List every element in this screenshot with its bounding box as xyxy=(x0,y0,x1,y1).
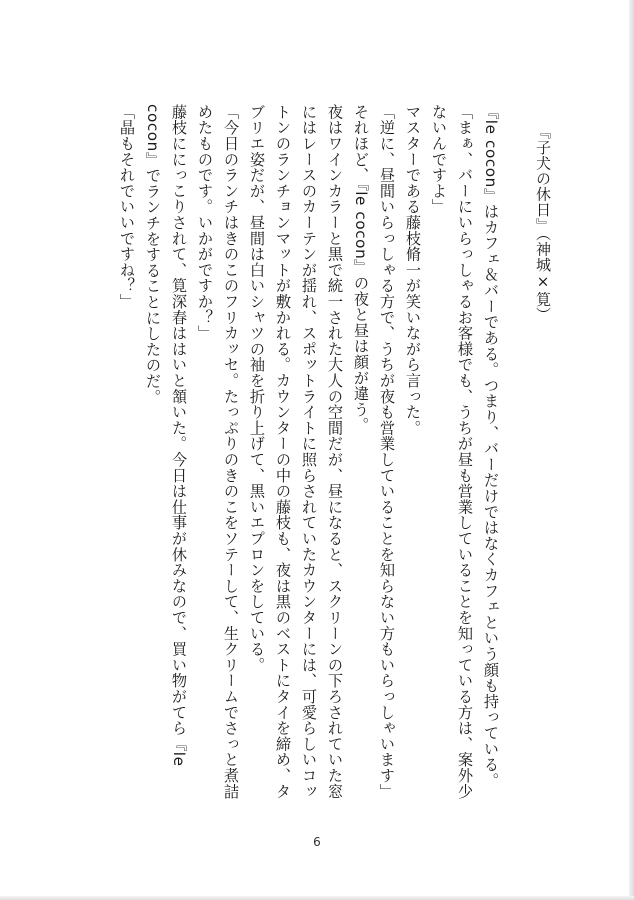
chapter-title: 『子犬の休日』（神城×筧） xyxy=(534,124,552,323)
paragraph: 「今日のランチはきのこのフリカッセ。たっぷりのきのこをソテーして、生クリームでさっと煮詰めたものです。いかがですか？」 xyxy=(196,104,240,800)
paragraph: 藤枝ににっこりされて、筧深春ははいと頷いた。今日は仕事が休みなので、買い物がてら『le cocon』でランチをすることにしたのだ。 xyxy=(144,104,188,767)
paragraph: 夜はワインカラーと黒で統一された大人の空間だが、昼になると、スクリーンの下ろされていた窓にはレースのカーテンが揺れ、スポットライトに照らされていたカウンターには、可愛らしいコットンのランチョンマットが敷かれる。カウンターの中の藤枝も、夜は黒のベストにタイを締め、タブリエ姿だが、昼間は白いシャツの袖を折り上げて、黒いエプロンをしている。 xyxy=(248,104,344,800)
page-number: 6 xyxy=(313,835,321,849)
paragraph: 「まぁ、バーにいらっしゃるお客様でも、うちが昼も営業していることを知っている方は、案外少ないんですよ」 xyxy=(430,104,474,800)
page-edge xyxy=(629,0,634,900)
paragraph: 「晶もそれでいいですね？」 xyxy=(118,104,136,310)
paragraph: 「逆に、昼間いらっしゃる方で、うちが夜も営業していることを知らない方もいらっしゃいます」 xyxy=(378,104,396,800)
paragraph: それほど、『le cocon』の夜と昼は顔が違う。 xyxy=(352,104,370,434)
page-edge-bottom xyxy=(0,896,634,900)
paragraph: マスターである藤枝脩一が笑いながら言った。 xyxy=(404,104,422,436)
vertical-text-block xyxy=(76,104,556,804)
paragraph: 『le cocon』はカフェ＆バーである。つまり、バーだけではなくカフェという顔も持っている。 xyxy=(482,104,500,789)
